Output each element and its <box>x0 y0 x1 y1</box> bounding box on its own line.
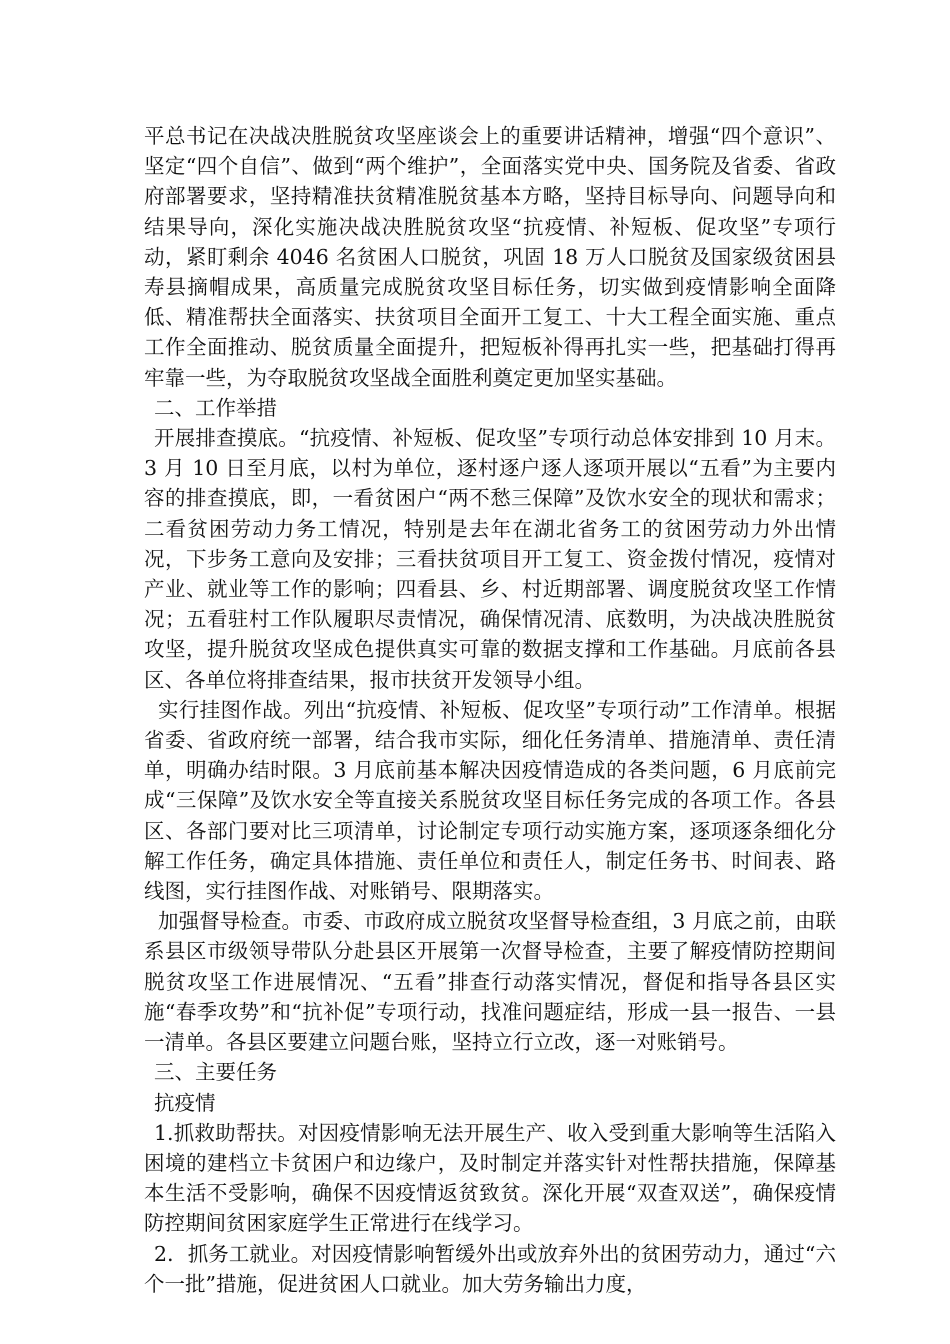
document-body <box>144 121 836 1299</box>
section-heading-main-tasks: 三、主要任务 <box>154 1060 277 1085</box>
list-item-relief: 1.抓救助帮扶。对因疫情影响无法开展生产、收入受到重大影响等生活陷入困境的建档立卡贫困户和边缘户，及时制定并落实针对性帮扶措施，保障基本生活不受影响，确保不因疫情返贫致贫。深化开展“双查双送”，确保疫情防控期间贫困家庭学生正常进行在线学习。 <box>144 1120 836 1236</box>
section-heading-work-measures: 二、工作举措 <box>154 395 277 420</box>
paragraph-supervision: 加强督导检查。市委、市政府成立脱贫攻坚督导检查组，3 月底之前，由联系县区市级领导带队分赴县区开展第一次督导检查，主要了解疫情防控期间脱贫攻坚工作进展情况、“五看”排查行动落实情况，督促和指导各县区实施“春季攻势”和“抗补促”专项行动，找准问题症结，形成一县一报告、一县一清单。各县区要建立问题台账，坚持立行立改，逐一对账销号。 <box>144 909 836 1055</box>
subsection-heading-epidemic: 抗疫情 <box>154 1090 216 1115</box>
paragraph-map-battle: 实行挂图作战。列出“抗疫情、补短板、促攻坚”专项行动”工作清单。根据省委、省政府统一部署，结合我市实际，细化任务清单、措施清单、责任清单，明确办结时限。3 月底前基本解决因疫情造成的各类问题，6 月底前完成“三保障”及饮水安全等直接关系脱贫攻坚目标任务完成的各项工作。各县区、各部门要对比三项清单，讨论制定专项行动实施方案，逐项逐条细化分解工作任务，确定具体措施、责任单位和责任人，制定任务书、时间表、路线图，实行挂图作战、对账销号、限期落实。 <box>144 697 836 904</box>
paragraph-investigation: 开展排查摸底。“抗疫情、补短板、促攻坚”专项行动总体安排到 10 月末。3 月 10 日至月底，以村为单位，逐村逐户逐人逐项开展以“五看”为主要内容的排查摸底，即，一看贫困户“两不愁三保障”及饮水安全的现状和需求；二看贫困劳动力务工情况，特别是去年在湖北省务工的贫困劳动力外出情况，下步务工意向及安排；三看扶贫项目开工复工、资金拨付情况，疫情对产业、就业等工作的影响；四看县、乡、村近期部署、调度脱贫攻坚工作情况；五看驻村工作队履职尽责情况，确保情况清、底数明，为决战决胜脱贫攻坚，提升脱贫攻坚成色提供真实可靠的数据支撑和工作基础。月底前各县区、各单位将排查结果，报市扶贫开发领导小组。 <box>144 426 836 692</box>
list-item-employment: 2．抓务工就业。对因疫情影响暂缓外出或放弃外出的贫困劳动力，通过“六个一批”措施，促进贫困人口就业。加大劳务输出力度， <box>144 1241 836 1296</box>
paragraph-intro: 平总书记在决战决胜脱贫攻坚座谈会上的重要讲话精神，增强“四个意识”、坚定“四个自信”、做到“两个维护”，全面落实党中央、国务院及省委、省政府部署要求，坚持精准扶贫精准脱贫基本方略，坚持目标导向、问题导向和结果导向，深化实施决战决胜脱贫攻坚“抗疫情、补短板、促攻坚”专项行动，紧盯剩余 4046 名贫困人口脱贫，巩固 18 万人口脱贫及国家级贫困县寿县摘帽成果，高质量完成脱贫攻坚目标任务，切实做到疫情影响全面降低、精准帮扶全面落实、扶贫项目全面开工复工、十大工程全面实施、重点工作全面推动、脱贫质量全面提升，把短板补得再扎实一些，把基础打得再牢靠一些，为夺取脱贫攻坚战全面胜利奠定更加坚实基础。 <box>144 124 836 390</box>
